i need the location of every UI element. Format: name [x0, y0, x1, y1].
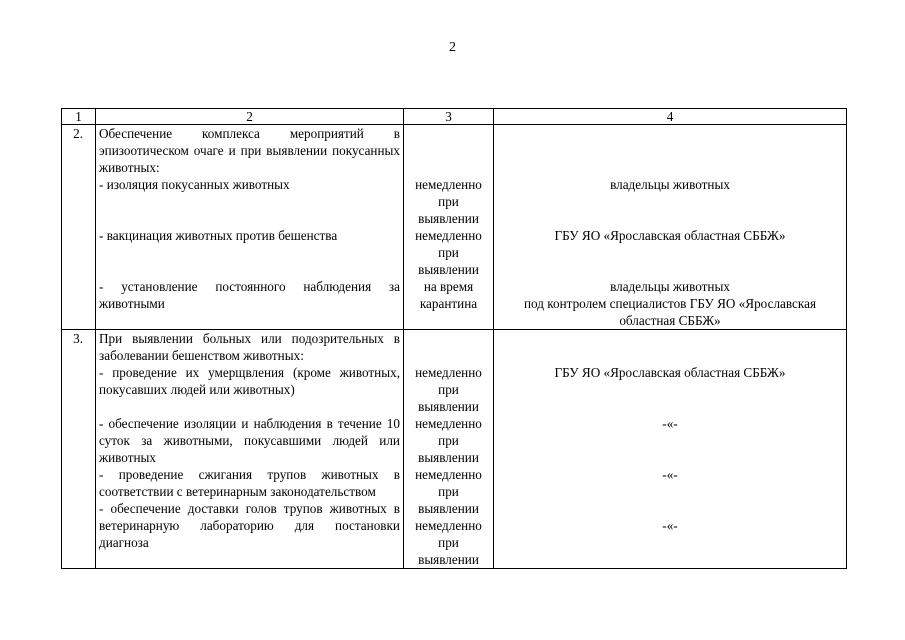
measure-item: - вакцинация животных против бешенства — [99, 228, 338, 243]
measure-item: - проведение их умерщвления (кроме животных, покусавших людей или животных) — [99, 365, 400, 397]
responsible-text: владельцы животных — [610, 177, 730, 192]
measure-title: Обеспечение комплекса мероприятий в эпизоотическом очаге и при выявлении покусанных животных: — [99, 126, 400, 175]
measure-item: - проведение сжигания трупов животных в соответствии с ветеринарным законодательством — [99, 467, 400, 499]
page-number: 2 — [449, 40, 456, 55]
timing-cell — [404, 125, 494, 330]
timing-text: немедленно — [415, 416, 482, 431]
measure-item: - обеспечение изоляции и наблюдения в течение 10 суток за животными, покусавшими людей или животных — [99, 416, 400, 465]
responsible-text: под контролем специалистов ГБУ ЯО «Ярославская — [523, 296, 817, 311]
responsible-text: ГБУ ЯО «Ярославская областная СББЖ» — [554, 365, 786, 380]
responsible-cell — [494, 330, 847, 569]
responsible-cell — [494, 125, 847, 330]
measure-item: - изоляция покусанных животных — [99, 177, 290, 192]
timing-text: при — [438, 194, 459, 209]
measures-table — [61, 108, 847, 569]
measure-item: - обеспечение доставки голов трупов животных в ветеринарную лабораторию для постановки диагноза — [99, 501, 400, 550]
timing-text: на время — [423, 279, 474, 294]
responsible-text: -«- — [662, 467, 678, 482]
timing-text: при — [438, 535, 459, 550]
table-row — [62, 330, 847, 569]
column-header: 2 — [96, 109, 404, 125]
measure-cell — [96, 330, 404, 569]
timing-text: при — [438, 245, 459, 260]
timing-text: карантина — [419, 296, 478, 311]
timing-text: выявлении — [418, 450, 479, 465]
row-number: 2. — [62, 125, 96, 330]
timing-text: при — [438, 433, 459, 448]
responsible-text: областная СББЖ» — [619, 313, 721, 328]
timing-text: выявлении — [418, 262, 479, 277]
timing-text: при — [438, 382, 459, 397]
column-header: 3 — [404, 109, 494, 125]
measure-item: - установление постоянного наблюдения за животными — [99, 279, 400, 311]
row-number: 3. — [62, 330, 96, 569]
timing-text: немедленно — [415, 365, 482, 380]
measure-title: При выявлении больных или подозрительных в заболевании бешенством животных: — [99, 331, 400, 363]
table-row — [62, 125, 847, 330]
table-header-row — [62, 109, 847, 125]
timing-cell — [404, 330, 494, 569]
column-header: 4 — [494, 109, 847, 125]
timing-text: немедленно — [415, 228, 482, 243]
measure-cell — [96, 125, 404, 330]
responsible-text: -«- — [662, 518, 678, 533]
responsible-text: ГБУ ЯО «Ярославская областная СББЖ» — [554, 228, 786, 243]
column-header: 1 — [62, 109, 96, 125]
timing-text: выявлении — [418, 552, 479, 567]
timing-text: немедленно — [415, 518, 482, 533]
timing-text: выявлении — [418, 399, 479, 414]
timing-text: выявлении — [418, 211, 479, 226]
timing-text: выявлении — [418, 501, 479, 516]
timing-text: немедленно — [415, 177, 482, 192]
timing-text: при — [438, 484, 459, 499]
responsible-text: владельцы животных — [610, 279, 730, 294]
responsible-text: -«- — [662, 416, 678, 431]
timing-text: немедленно — [415, 467, 482, 482]
